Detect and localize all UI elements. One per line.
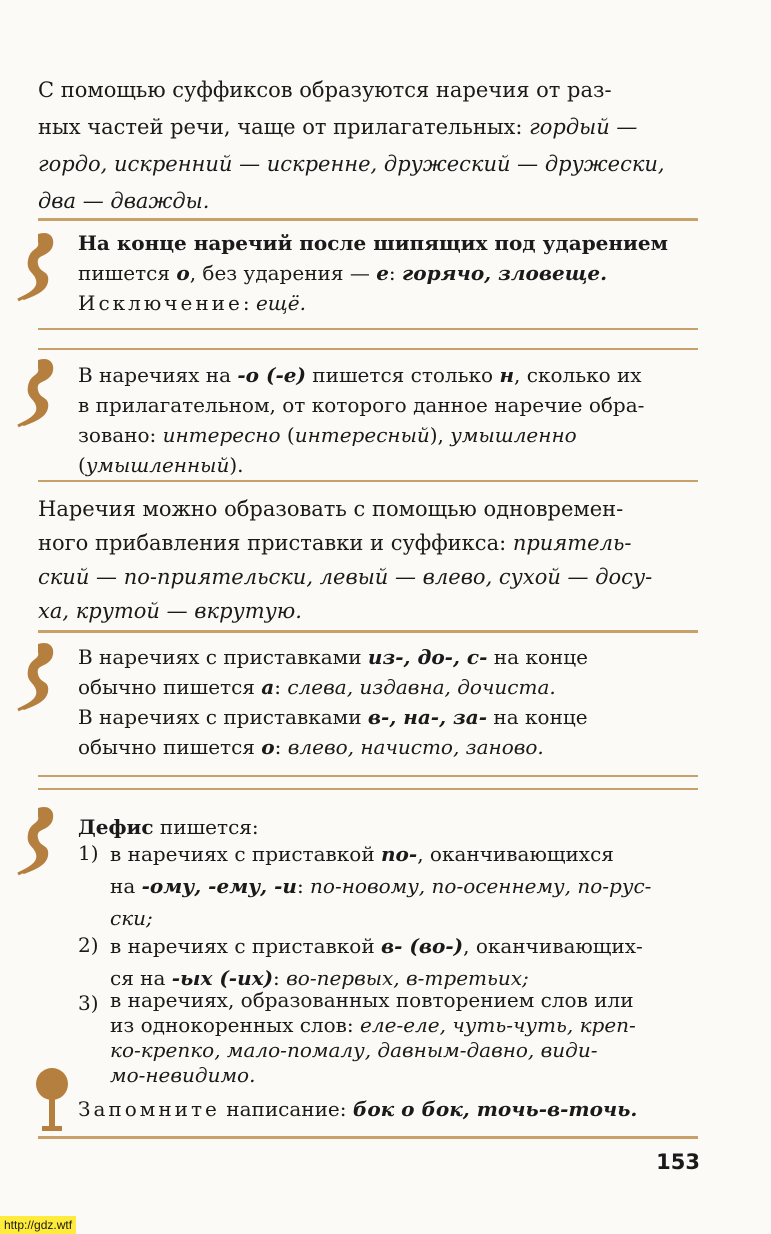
rule-3-text: В наречиях с приставками из-, до-, с- на конце обычно пишется а: слева, издавна, дочиста. В наречиях с приставками в-, на-, за- на конце обычно пишется о: влево, начисто, заново. (78, 645, 588, 759)
remember-line: Запомните написание: бок о бок, точь-в-точь. (78, 1097, 638, 1121)
rule-divider (38, 1136, 698, 1139)
intro-line-3: гордо, искренний — искренне, дружеский — дружески, (38, 152, 665, 176)
rule-divider (38, 328, 698, 330)
rule-block-3 (38, 630, 698, 780)
quill-icon (16, 638, 66, 718)
rule-divider (38, 630, 698, 633)
rule-divider (38, 788, 698, 790)
quill-icon (16, 802, 66, 882)
list-item: 3) в наречиях, образованных повторением слов или из однокоренных слов: еле-еле, чуть-чуть, креп- ко-крепко, мало-помалу, давным-давно, види- мо-невидимо. (78, 988, 636, 1087)
watermark: http://gdz.wtf (0, 1216, 76, 1234)
quill-icon (16, 228, 66, 308)
list-item: 1) в наречиях с приставкой по-, оканчивающихся на -ому, -ему, -и: по-новому, по-осеннему, по-рус- ски; (78, 841, 652, 930)
rule-block-4 (38, 788, 698, 1140)
rule-divider (38, 348, 698, 350)
rule-divider (38, 775, 698, 777)
rule-divider (38, 480, 698, 482)
list-item: 2) в наречиях с приставкой в- (во-), оканчивающих- ся на -ых (-их): во-первых, в-третьих; (78, 933, 643, 990)
rule-block-1 (38, 218, 698, 338)
intro-line-4: два — дважды. (38, 189, 210, 213)
quill-icon (16, 354, 66, 434)
rule-4-heading: Дефис пишется: (78, 815, 259, 839)
rule-divider (38, 218, 698, 221)
intro-paragraph (38, 72, 698, 220)
rule-1-text: На конце наречий после шипящих под ударением пишется о, без ударения — е: горячо, зловеще. Исключение: ещё. (78, 231, 668, 315)
rule-2-text: В наречиях на -о (-е) пишется столько н, сколько их в прилагательном, от которого данное наречие обра- зовано: интересно (интересный), умышленно (умышленный). (78, 363, 645, 477)
rule-block-2 (38, 348, 698, 483)
prefix-suffix-paragraph: Наречия можно образовать с помощью одновремен- ного прибавления приставки и суффикса: приятель- ский — по-приятельски, левый — влево, сухой — досу- ха, крутой — вкрутую. (38, 497, 653, 623)
page-number: 153 (656, 1150, 700, 1174)
intro-line-1: С помощью суффиксов образуются наречия от раз- (38, 78, 612, 102)
bulb-icon (32, 1064, 72, 1144)
intro-line-2: ных частей речи, чаще от прилагательных: гордый — (38, 115, 638, 139)
